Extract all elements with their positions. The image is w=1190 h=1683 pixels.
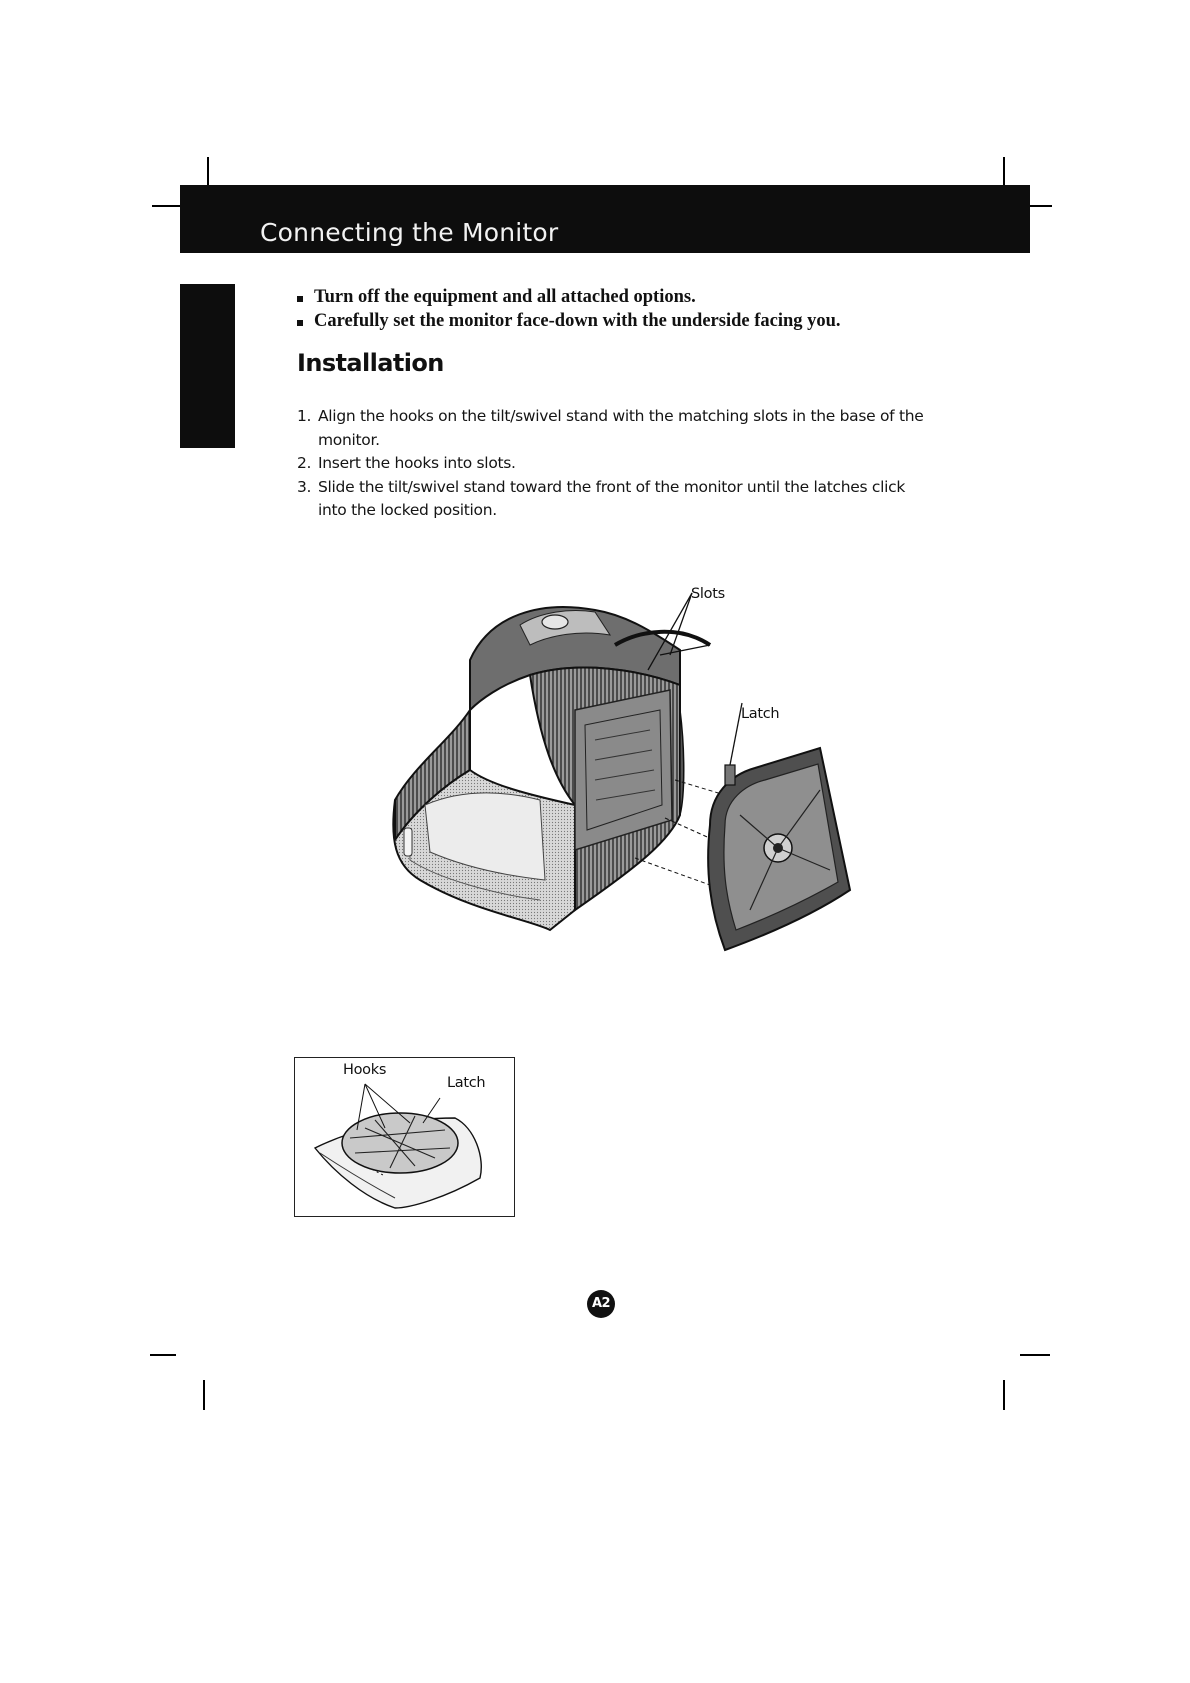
- step-item: [297, 476, 937, 523]
- precaution-list: [296, 285, 841, 333]
- step-number: 2.: [297, 454, 312, 472]
- section-title: Installation: [297, 349, 444, 377]
- section-side-tab: [180, 284, 235, 448]
- crop-mark-bottom-right-h: [1020, 1354, 1050, 1356]
- bullet-square-icon: [297, 296, 303, 302]
- installation-steps: [297, 405, 937, 523]
- page-number-badge: A2: [587, 1290, 615, 1318]
- bullet-square-icon: [297, 320, 303, 326]
- slots-label: Slots: [691, 586, 725, 602]
- precaution-item: [296, 285, 841, 309]
- step-text: Align the hooks on the tilt/swivel stand with the matching slots in the base of the monitor.: [318, 407, 924, 449]
- step-item: [297, 452, 937, 476]
- crop-mark-top-right-h: [1030, 205, 1052, 207]
- latch-label: Latch: [741, 706, 780, 722]
- crop-mark-bottom-right-v: [1003, 1380, 1005, 1410]
- inset-latch-label: Latch: [447, 1075, 486, 1091]
- header-bar: [180, 185, 1030, 253]
- step-text: Slide the tilt/swivel stand toward the front of the monitor until the latches click into the locked position.: [318, 477, 906, 519]
- crop-mark-bottom-left-v: [203, 1380, 205, 1410]
- monitor-icon: [393, 607, 710, 930]
- step-number: 1.: [297, 407, 312, 425]
- crop-mark-top-left-h: [152, 205, 182, 207]
- step-item: [297, 405, 937, 452]
- step-number: 3.: [297, 477, 312, 496]
- monitor-stand-illustration: [380, 590, 900, 1030]
- stand-detail-inset: [294, 1057, 515, 1217]
- tilt-swivel-stand-icon: [708, 748, 850, 950]
- hooks-label: Hooks: [343, 1062, 387, 1078]
- crop-mark-top-left-v: [207, 157, 209, 187]
- precaution-text: Turn off the equipment and all attached options.: [314, 287, 696, 307]
- crop-mark-top-right-v: [1003, 157, 1005, 187]
- step-text: Insert the hooks into slots.: [318, 454, 516, 472]
- crop-mark-bottom-left-h: [150, 1354, 176, 1356]
- page-title: Connecting the Monitor: [260, 218, 559, 247]
- precaution-item: [296, 309, 841, 333]
- precaution-text: Carefully set the monitor face-down with the underside facing you.: [314, 311, 841, 331]
